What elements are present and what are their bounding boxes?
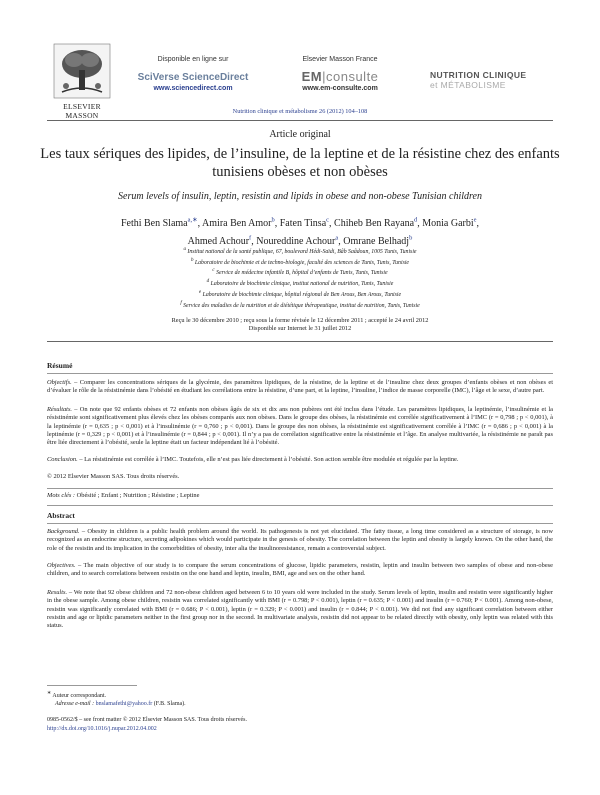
author-name: Ahmed Achour — [187, 235, 250, 247]
journal-reference-link[interactable]: Nutrition clinique et métabolisme 26 (2012) 104–108 — [232, 108, 368, 115]
affiliation — [40, 267, 560, 278]
resume-keywords — [47, 492, 553, 500]
author: Faten Tinsa$^c$, — [279, 217, 335, 230]
affiliation — [40, 278, 560, 289]
resume-resultats — [47, 406, 553, 447]
keywords-text: Obésité ; Enfant ; Nutrition ; Résistine ; Leptine — [75, 492, 200, 499]
journal-logo — [430, 70, 560, 90]
online-date: Disponible sur Internet le 31 juillet 2012 — [248, 325, 352, 332]
abstract-divider — [47, 523, 553, 524]
author-affiliation-marker[interactable]: c — [326, 217, 330, 224]
footnote-marker: ∗ — [47, 691, 52, 696]
affiliation-marker: c — [212, 268, 215, 274]
author-name: Faten Tinsa — [279, 218, 327, 230]
sciverse-brand: SciVerse ScienceDirect — [137, 72, 249, 83]
header-divider — [47, 120, 553, 121]
author — [343, 236, 412, 247]
author-email-link[interactable]: bnslamafethi@yahoo.fr — [95, 701, 153, 707]
affiliation-marker: f — [180, 300, 182, 306]
footnote-author-label: Auteur correspondant. — [52, 693, 107, 699]
journal-logo-line1: NUTRITION CLINIQUE — [430, 70, 527, 80]
abstract-objectives-lead: Objectives. — [47, 562, 76, 569]
resume-objectifs-lead: Objectifs. — [47, 379, 72, 386]
abstract-results — [47, 589, 553, 630]
page-footer — [47, 716, 447, 734]
issn-line: 0985-0562/$ – see front matter © 2012 Elsevier Masson SAS. Tous droits réservés. — [47, 717, 248, 723]
emconsulte-block — [285, 56, 395, 92]
abstract-objectives — [47, 562, 553, 579]
footnote-divider — [47, 685, 137, 686]
masson-wordmark: MASSON — [65, 111, 99, 120]
author-name: Fethi Ben Slama — [120, 218, 188, 230]
affiliation-text: Laboratoire de biochimie clinique, hôpital régional de Ben Arous, Ben Arous, Tunisie — [202, 291, 402, 298]
keywords-lead: Mots clés : — [47, 492, 76, 499]
author-affiliation-marker[interactable]: b — [271, 217, 275, 224]
corresponding-author-footnote — [47, 690, 347, 708]
abstract-heading: Abstract — [47, 511, 75, 520]
affiliation-marker: d — [206, 279, 210, 285]
keywords-divider-top — [47, 488, 553, 489]
affiliation-marker: b — [190, 257, 194, 263]
email-suffix: (F.B. Slama). — [153, 701, 186, 707]
author-affiliation-marker[interactable]: d — [414, 217, 418, 224]
affiliation-marker: a — [183, 247, 186, 252]
author-name: Amira Ben Amor — [202, 218, 272, 230]
elsevier-wordmark: ELSEVIER — [63, 102, 101, 111]
abstract-results-lead: Results. — [47, 589, 68, 596]
sciverse-available-text: Disponible en ligne sur — [157, 56, 229, 63]
email-label: Adresse e-mail : — [55, 701, 95, 707]
article-title-french: Les taux sériques des lipides, de l’insuline, de la leptine et de la résistine chez des enfants tunisiens obèses et non obèses — [40, 146, 560, 180]
affiliation-list — [40, 246, 560, 310]
emconsulte-link[interactable]: www.em-consulte.com — [302, 85, 378, 92]
resume-resultats-lead: Résultats. — [47, 406, 73, 413]
doi-link[interactable]: http://dx.doi.org/10.1016/j.nupar.2012.04.002 — [47, 726, 157, 732]
resume-heading: Résumé — [47, 361, 73, 370]
article-type: Article original — [269, 129, 331, 140]
resume-objectifs-text: – Comparer les concentrations sériques de la glycémie, des paramètres lipidiques, de la résistine, de la leptine et de l’insuline chez deux groupes d’enfants obèses et non obèses et d’évaluer le rôle de la résistinémie dans l’obésité en étudiant les corrélations entre la résistine, d’une part, et la leptine, l’insuline, l’indice de masse corporelle (IMC), l’âge et le sexe, d’autre part. — [47, 379, 553, 395]
em-consulte-logo: EM|consulte — [301, 69, 379, 84]
journal-logo-line2: et MÉTABOLISME — [430, 80, 506, 90]
affiliation — [40, 246, 560, 257]
article-dates — [40, 317, 560, 333]
abstract-results-text: – We note that 92 obese children and 72 non-obese children aged between 6 to 10 years old were included in the study. Serum levels of leptin, insulin and resistin were significantly higher in the obese sample. Among obese children, resistin was correlated significantly with BMI (r = 0.798; P < 0.001), leptin (r = 0.635; P < 0.001) and insulin (r = 0.760; P < 0.001). Among non-obese, resistin was significantly correlated with BMI (r = 0.686; P < 0.001), leptin (r = 0.329; P < 0.001) and insulin (r = 0.844; P < 0.001). We did not find any significant correlation between either resistin and age or lipidic parameters neither in the first group nor in the second. In multivariate analysis, resistin did not appear to be related directly with obesity, only leptin was related with this status. — [47, 589, 553, 630]
author-name: Monia Garbi — [422, 218, 474, 230]
resume-resultats-text: – On note que 92 enfants obèses et 72 enfants non obèses âgés de six et dix ans non pubères ont été inclus dans l’étude. Les paramètres lipidiques, la leptinémie, l’insulinémie et la résistinémie sont significativement plus élevés chez les obèses comparés aux non obèses. Dans le groupe des obèses, la résistinémie est corrélée significativement à l’IMC (r = 0,798 ; p < 0,001), à la leptinémie (r = 0,635 ; p < 0,001) et à l’insulinémie (r = 0,760 ; p < 0,001). Dans le groupe des non obèses, la résistinémie est significativement corrélée à l’IMC (r = 0,686 ; p < 0,001) à la leptinémie (r = 0,329 ; p < 0,001) et à l’insulinémie (r = 0,844 ; p < 0,001). Il n’y a pas de corrélation significative entre la résistinémie et l’âge. En analyse multivariée, la résistinémie ne paraît pas être liée directement à l’obésité, seule la leptine était un facteur indépendant lié à l’obésité. — [47, 406, 553, 447]
resume-conclusion-text: – La résistinémie est corrélée à l’IMC. Toutefois, elle n’est pas liée directement à l’obésité. Son action semble être modulée et régulée par la leptine. — [77, 456, 459, 463]
elsevier-tree-icon — [52, 42, 112, 100]
resume-divider — [47, 373, 553, 374]
em-logo-right: consulte — [325, 69, 379, 84]
author-affiliation-marker[interactable]: b — [409, 234, 413, 242]
sciverse-block — [118, 56, 268, 92]
resume-conclusion-lead: Conclusion. — [47, 456, 78, 463]
keywords-divider-bottom — [47, 505, 553, 506]
affiliation-marker: e — [198, 289, 202, 295]
author-name: Noureddine Achour — [256, 235, 336, 247]
em-publisher: Elsevier Masson France — [302, 56, 378, 63]
title-divider — [47, 341, 553, 342]
article-title-english: Serum levels of insulin, leptin, resistin and lipids in obese and non-obese Tunisian children — [118, 191, 482, 202]
affiliation-text: Service des maladies de la nutrition et de diététique thérapeutique, institut de nutrition, Tunis, Tunisie — [183, 302, 420, 309]
author-affiliation-marker[interactable]: e — [473, 217, 477, 224]
sciencedirect-link[interactable]: www.sciencedirect.com — [153, 85, 233, 92]
received-dates: Reçu le 30 décembre 2010 ; reçu sous la forme révisée le 12 décembre 2011 ; accepté le 24 avril 2012 — [171, 317, 429, 324]
resume-conclusion — [47, 456, 553, 464]
em-logo-left: EM — [301, 69, 323, 84]
author: Monia Garbi$^e$, — [422, 217, 480, 230]
affiliation-text: Service de médecine infantile B, hôpital d’enfants de Tunis, Tunis, Tunisie — [216, 270, 388, 277]
author: Amira Ben Amor$^b$, — [202, 217, 280, 230]
author: Noureddine Achour$^a$, — [256, 234, 344, 247]
affiliation-text: Laboratoire de biochimie et de techno-biologie, faculté des sciences de Tunis, Tunis, Tunisie — [194, 259, 410, 266]
author-affiliation-marker[interactable]: a — [335, 234, 339, 242]
author: Chiheb Ben Rayana$^d$, — [334, 217, 423, 230]
author-affiliation-marker[interactable]: f — [249, 234, 252, 242]
affiliation — [40, 257, 560, 268]
author-name: Chiheb Ben Rayana — [334, 218, 415, 230]
resume-objectifs — [47, 379, 553, 396]
abstract-background-lead: Background. — [47, 528, 80, 535]
affiliation-text: Institut national de la santé publique, 67, boulevard Hédi-Saïdi, Bâb Saâdoun, 1005 Tunis, Tunisie — [187, 248, 417, 255]
affiliation — [40, 300, 560, 311]
author: Ahmed Achour$^f$, — [187, 234, 257, 247]
abstract-objectives-text: – The main objective of our study is to compare the serum concentrations of glucose, lipidic parameters, resistin, leptin and insulin between two samples of obese and non-obese children, and to search correlations between resistin on the one hand and leptin, insulin, BMI, age and sex on the other hand. — [47, 562, 553, 578]
author-list — [40, 214, 560, 249]
author: Fethi Ben Slama$^{a,∗}$, — [120, 217, 203, 230]
affiliation — [40, 289, 560, 300]
abstract-background-text: – Obesity in children is a public health problem around the world. Its pathogenesis is not yet elucidated. The fatty tissue, a long time considered as a structure of storage, is now recognized as an endocrine structure, secreting adipokines which would participate in the genesis of obesity. The correlation between the leptin and obesity is largely known. On the other hand, the role of the resistin and its implication in the comorbidities of obesity, inter alia the insulinoresistance, remain a controversial subject. — [47, 528, 553, 552]
author-name: Omrane Belhadj — [343, 235, 410, 247]
author-affiliation-marker[interactable]: a,∗ — [187, 217, 198, 224]
resume-copyright: © 2012 Elsevier Masson SAS. Tous droits réservés. — [47, 473, 180, 480]
affiliation-text: Laboratoire de biochimie clinique, institut national de nutrition, Tunis, Tunisie — [210, 281, 394, 288]
abstract-background — [47, 528, 553, 553]
